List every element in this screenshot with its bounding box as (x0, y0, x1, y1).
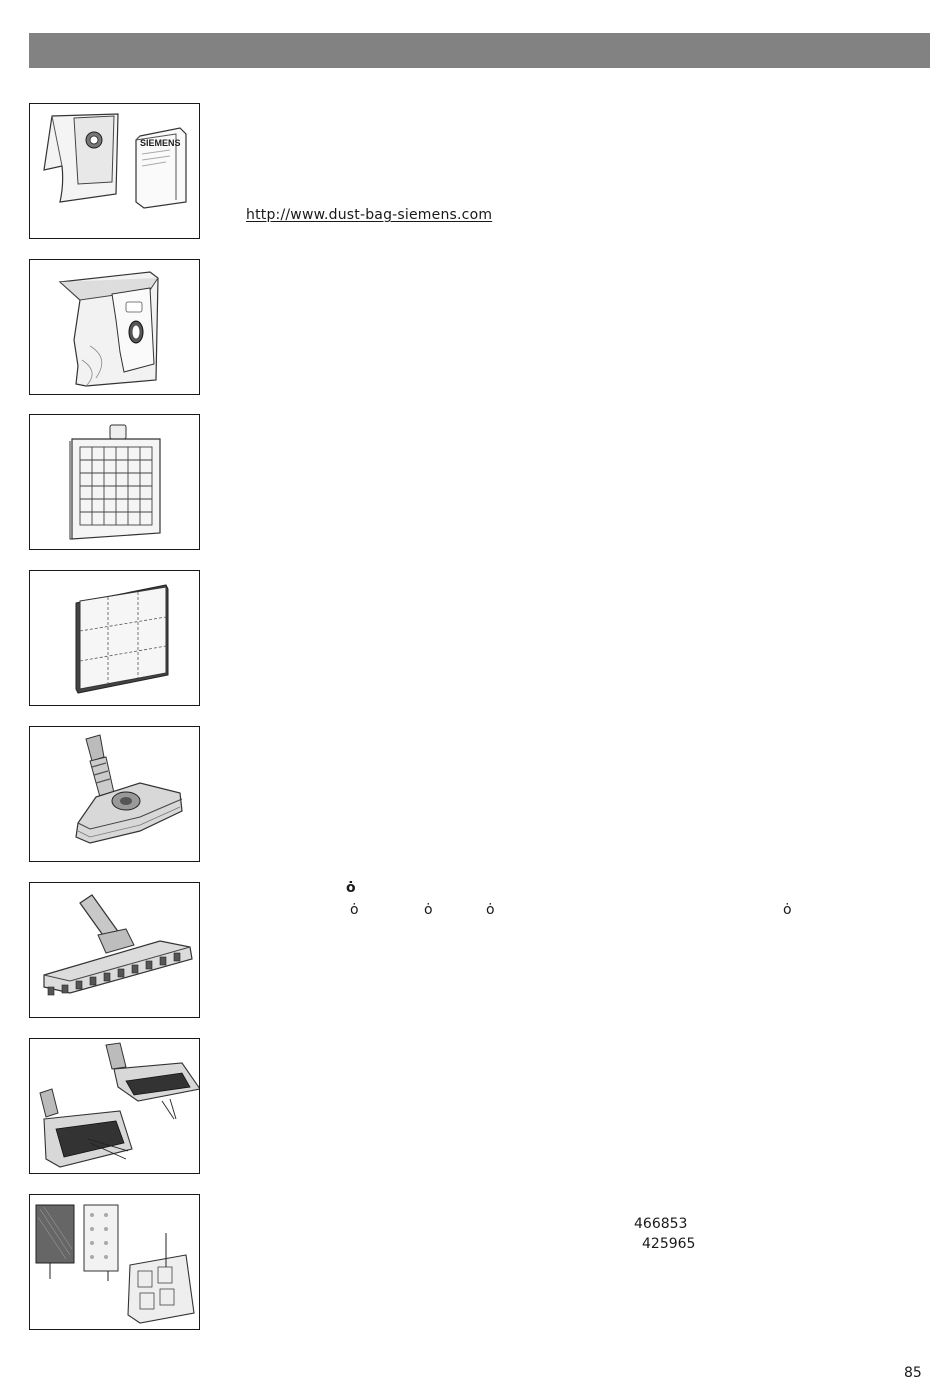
filter-set-image (29, 1194, 200, 1330)
parquet-brush-icon (30, 883, 199, 1017)
page-number: 85 (904, 1365, 922, 1381)
part-number-2: 425965 (642, 1236, 696, 1252)
glyph-4: ȯ (783, 902, 792, 918)
glyph-3: ȯ (486, 902, 495, 918)
turbo-brush-image (29, 726, 200, 862)
dust-bag-and-box-icon (30, 104, 199, 238)
panel-filter-icon (30, 571, 199, 705)
parquet-brush-image (29, 882, 200, 1018)
glyph-1: ȯ (350, 902, 359, 918)
dust-bag-box-image (29, 103, 200, 239)
dust-bag-image (29, 259, 200, 395)
glyph-bold: ȯ (346, 880, 356, 896)
dust-bag-icon (30, 260, 199, 394)
box-brand-text: SIEMENS (140, 138, 181, 148)
turbo-brush-icon (30, 727, 199, 861)
nozzle-strips-icon (30, 1039, 199, 1173)
grid-filter-icon (30, 415, 199, 549)
glyph-2: ȯ (424, 902, 433, 918)
nozzle-strips-image (29, 1038, 200, 1174)
grid-filter-image (29, 414, 200, 550)
header-bar (29, 33, 930, 68)
part-number-1: 466853 (634, 1216, 688, 1232)
panel-filter-image (29, 570, 200, 706)
filter-set-icon (30, 1195, 199, 1329)
dust-bag-website-link[interactable]: http://www.dust-bag-siemens.com (246, 207, 493, 223)
